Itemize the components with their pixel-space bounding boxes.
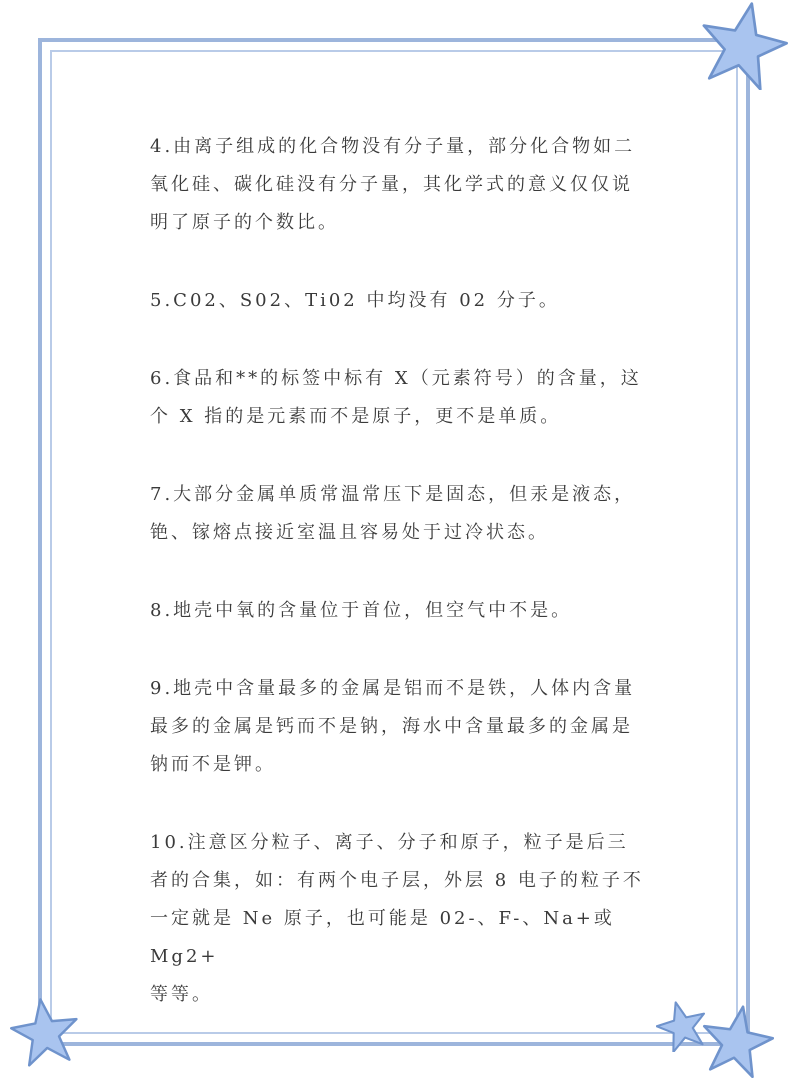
text-line: 10.注意区分粒子、离子、分子和原子，粒子是后三 (150, 832, 629, 853)
star-bottom-left-icon (10, 996, 80, 1068)
paragraph-10 (150, 824, 650, 1014)
text-line: 等等。 (150, 984, 213, 1005)
document-body (150, 128, 650, 1054)
text-line: 氧化硅、碳化硅没有分子量，其化学式的意义仅仅说 (150, 174, 633, 195)
text-line: 9.地壳中含量最多的金属是铝而不是铁，人体内含量 (150, 678, 636, 699)
paragraph-8 (150, 592, 650, 630)
text-line: 6.食品和**的标签中标有 X（元素符号）的含量，这 (150, 368, 642, 389)
text-line: 明了原子的个数比。 (150, 212, 339, 233)
text-line: 7.大部分金属单质常温常压下是固态，但汞是液态， (150, 484, 636, 505)
text-line: 铯、镓熔点接近室温且容易处于过冷状态。 (150, 522, 549, 543)
text-line: 8.地壳中氧的含量位于首位，但空气中不是。 (150, 600, 573, 621)
paragraph-7 (150, 476, 650, 552)
star-bottom-right-large-icon (700, 1004, 774, 1078)
text-line: 一定就是 Ne 原子，也可能是 02-、F-、Na+或 Mg2+ (150, 908, 615, 967)
paragraph-9 (150, 670, 650, 784)
text-line: 5.C02、S02、Ti02 中均没有 02 分子。 (150, 290, 560, 311)
paragraph-4 (150, 128, 650, 242)
text-line: 钠而不是钾。 (150, 754, 276, 775)
paragraph-6 (150, 360, 650, 436)
text-line: 最多的金属是钙而不是钠，海水中含量最多的金属是 (150, 716, 633, 737)
star-top-right-icon (698, 0, 788, 90)
paragraph-5 (150, 282, 650, 320)
text-line: 个 X 指的是元素而不是原子，更不是单质。 (150, 406, 562, 427)
text-line: 者的合集，如：有两个电子层，外层 8 电子的粒子不 (150, 870, 644, 891)
text-line: 4.由离子组成的化合物没有分子量，部分化合物如二 (150, 136, 636, 157)
